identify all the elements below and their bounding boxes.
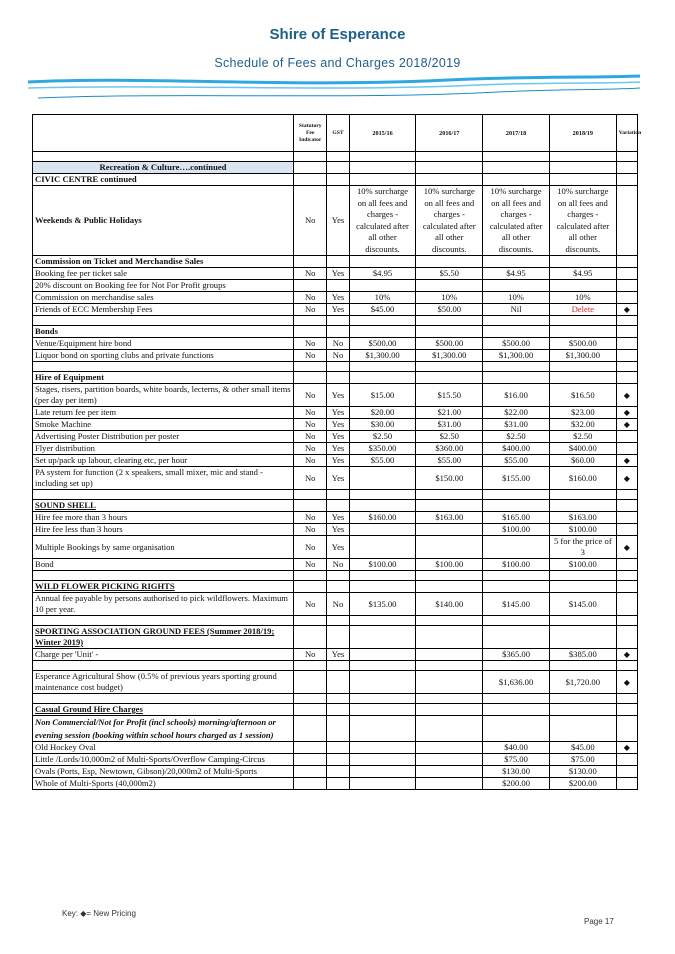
cell-2018-19: $75.00 (549, 754, 616, 766)
cell-gst (327, 754, 349, 766)
cell-variation (616, 443, 637, 455)
cell-gst: Yes (327, 455, 349, 467)
cell-2016-17 (416, 649, 483, 661)
cell-2015-16 (349, 742, 416, 754)
cell-2016-17: $50.00 (416, 304, 483, 316)
section-heading: SPORTING ASSOCIATION GROUND FEES (Summer 2018/19; Winter 2019) (33, 626, 294, 649)
cell-description: Commission on merchandise sales (33, 292, 294, 304)
cell-2016-17 (416, 742, 483, 754)
table-row (33, 174, 638, 186)
cell-statutory: No (294, 350, 327, 362)
table-row (33, 512, 638, 524)
cell-2018-19: $4.95 (549, 268, 616, 280)
cell-2017-18: $40.00 (483, 742, 550, 754)
cell-2016-17: $55.00 (416, 455, 483, 467)
cell-2016-17: $2.50 (416, 431, 483, 443)
cell-2016-17: $140.00 (416, 593, 483, 616)
cell-2016-17: $15.50 (416, 384, 483, 407)
table-row (33, 407, 638, 419)
cell-2016-17: 10% surcharge on all fees and charges - calculated after all other discounts. (416, 186, 483, 256)
subsection-heading: Hire of Equipment (33, 372, 294, 384)
cell-2017-18: $365.00 (483, 649, 550, 661)
subsection-heading: Bonds (33, 326, 294, 338)
table-row (33, 500, 638, 512)
cell-2015-16: $55.00 (349, 455, 416, 467)
cell-2017-18: $4.95 (483, 268, 550, 280)
section-heading: SOUND SHELL (33, 500, 294, 512)
cell-description: Bond (33, 559, 294, 571)
cell-description: Stages, risers, partition boards, white boards, lecterns, & other small items (per day per item) (33, 384, 294, 407)
table-row (33, 256, 638, 268)
table-row (33, 716, 638, 742)
document-title: Shire of Esperance (269, 26, 406, 43)
cell-statutory: No (294, 431, 327, 443)
cell-statutory: No (294, 536, 327, 559)
cell-2017-18: Nil (483, 304, 550, 316)
cell-2017-18: $2.50 (483, 431, 550, 443)
cell-gst: Yes (327, 407, 349, 419)
cell-variation (616, 512, 637, 524)
new-pricing-diamond-icon: ◆ (616, 419, 637, 431)
cell-variation (616, 431, 637, 443)
cell-gst: Yes (327, 431, 349, 443)
cell-2017-18: $100.00 (483, 559, 550, 571)
cell-description: Hire fee more than 3 hours (33, 512, 294, 524)
cell-2017-18: $31.00 (483, 419, 550, 431)
cell-gst: Yes (327, 186, 349, 256)
cell-description: Advertising Poster Distribution per poster (33, 431, 294, 443)
new-pricing-diamond-icon: ◆ (616, 407, 637, 419)
new-pricing-diamond-icon: ◆ (616, 467, 637, 490)
cell-gst: Yes (327, 304, 349, 316)
table-row (33, 704, 638, 716)
cell-gst: Yes (327, 649, 349, 661)
cell-description: Esperance Agricultural Show (0.5% of previous years sporting ground maintenance cost budget) (33, 671, 294, 694)
cell-2016-17: 10% (416, 292, 483, 304)
cell-description: Charge per 'Unit' - (33, 649, 294, 661)
cell-description: Venue/Equipment hire bond (33, 338, 294, 350)
new-pricing-diamond-icon: ◆ (616, 455, 637, 467)
cell-gst: Yes (327, 512, 349, 524)
header-statutory: Statutory Fee Indicator (294, 115, 327, 152)
cell-statutory: No (294, 304, 327, 316)
cell-2017-18: $130.00 (483, 766, 550, 778)
table-row (33, 694, 638, 704)
table-row (33, 338, 638, 350)
cell-variation (616, 268, 637, 280)
cell-2018-19-delete: Delete (549, 304, 616, 316)
cell-gst: No (327, 593, 349, 616)
cell-2017-18: $1,636.00 (483, 671, 550, 694)
cell-2015-16: $2.50 (349, 431, 416, 443)
cell-2015-16: $30.00 (349, 419, 416, 431)
cell-2018-19: $32.00 (549, 419, 616, 431)
cell-statutory (294, 766, 327, 778)
cell-2018-19: $100.00 (549, 524, 616, 536)
table-row (33, 443, 638, 455)
cell-2017-18 (483, 536, 550, 559)
cell-2018-19: 10% surcharge on all fees and charges - calculated after all other discounts. (549, 186, 616, 256)
cell-2018-19: $385.00 (549, 649, 616, 661)
cell-statutory: No (294, 292, 327, 304)
cell-statutory (294, 671, 327, 694)
table-row (33, 571, 638, 581)
cell-2015-16: 10% surcharge on all fees and charges - calculated after all other discounts. (349, 186, 416, 256)
cell-variation (616, 559, 637, 571)
cell-2015-16: $20.00 (349, 407, 416, 419)
table-row (33, 316, 638, 326)
cell-gst: Yes (327, 524, 349, 536)
section-heading: Casual Ground Hire Charges (33, 704, 294, 716)
table-row (33, 431, 638, 443)
cell-gst: No (327, 338, 349, 350)
cell-statutory: No (294, 443, 327, 455)
table-row (33, 559, 638, 571)
cell-description: Set up/pack up labour, clearing etc, per hour (33, 455, 294, 467)
table-row (33, 292, 638, 304)
cell-2018-19: $200.00 (549, 778, 616, 790)
cell-statutory: No (294, 419, 327, 431)
cell-2018-19: $2.50 (549, 431, 616, 443)
cell-2017-18: $500.00 (483, 338, 550, 350)
cell-2017-18: 10% (483, 292, 550, 304)
cell-statutory: No (294, 512, 327, 524)
new-pricing-diamond-icon: ◆ (616, 304, 637, 316)
cell-2016-17 (416, 766, 483, 778)
table-row (33, 280, 638, 292)
table-row (33, 649, 638, 661)
cell-description: Weekends & Public Holidays (33, 186, 294, 256)
table-row (33, 372, 638, 384)
cell-gst: Yes (327, 419, 349, 431)
table-row (33, 661, 638, 671)
cell-variation (616, 292, 637, 304)
cell-statutory: No (294, 455, 327, 467)
cell-2018-19: $1,300.00 (549, 350, 616, 362)
cell-2018-19: $160.00 (549, 467, 616, 490)
new-pricing-diamond-icon: ◆ (616, 742, 637, 754)
cell-2018-19: $500.00 (549, 338, 616, 350)
document-subtitle: Schedule of Fees and Charges 2018/2019 (214, 56, 461, 70)
cell-description: Multiple Bookings by same organisation (33, 536, 294, 559)
cell-statutory: No (294, 384, 327, 407)
cell-description: Ovals (Ports, Esp, Newtown, Gibson)/20,000m2 of Multi-Sports (33, 766, 294, 778)
cell-statutory: No (294, 649, 327, 661)
cell-2016-17: $31.00 (416, 419, 483, 431)
table-row (33, 162, 638, 174)
table-row (33, 671, 638, 694)
cell-2018-19: 5 for the price of 3 (549, 536, 616, 559)
table-row (33, 490, 638, 500)
cell-statutory: No (294, 338, 327, 350)
table-row (33, 536, 638, 559)
cell-2017-18: $400.00 (483, 443, 550, 455)
cell-2015-16: $45.00 (349, 304, 416, 316)
cell-2016-17: $150.00 (416, 467, 483, 490)
cell-2017-18: $1,300.00 (483, 350, 550, 362)
new-pricing-diamond-icon: ◆ (616, 384, 637, 407)
cell-description: PA system for function (2 x speakers, small mixer, mic and stand - including set up) (33, 467, 294, 490)
table-row (33, 778, 638, 790)
cell-2018-19: 10% (549, 292, 616, 304)
cell-2018-19: $100.00 (549, 559, 616, 571)
cell-2015-16 (349, 649, 416, 661)
legend-key: Key: ◆= New Pricing (62, 909, 136, 918)
cell-gst (327, 766, 349, 778)
cell-2018-19: $400.00 (549, 443, 616, 455)
table-row (33, 186, 638, 256)
header-description (33, 115, 294, 152)
cell-2018-19: $163.00 (549, 512, 616, 524)
table-header-row (33, 115, 638, 152)
cell-statutory: No (294, 593, 327, 616)
cell-2015-16 (349, 671, 416, 694)
table-row (33, 455, 638, 467)
cell-2016-17: $500.00 (416, 338, 483, 350)
cell-2015-16 (349, 754, 416, 766)
new-pricing-diamond-icon: ◆ (616, 536, 637, 559)
cell-2017-18: $55.00 (483, 455, 550, 467)
cell-2015-16 (349, 536, 416, 559)
subsection-note: Non Commercial/Not for Profit (incl schools) morning/afternoon or evening session (booking within school hours charged as 1 session) (33, 716, 294, 742)
cell-2017-18: $155.00 (483, 467, 550, 490)
cell-2018-19: $130.00 (549, 766, 616, 778)
header-swoosh-decoration (28, 72, 640, 106)
cell-2015-16 (349, 766, 416, 778)
cell-gst: Yes (327, 268, 349, 280)
cell-variation (616, 778, 637, 790)
cell-statutory: No (294, 559, 327, 571)
table-row (33, 384, 638, 407)
cell-2018-19: $16.50 (549, 384, 616, 407)
cell-2016-17 (416, 754, 483, 766)
cell-statutory: No (294, 186, 327, 256)
cell-description: Old Hockey Oval (33, 742, 294, 754)
table-row (33, 419, 638, 431)
cell-2015-16: $350.00 (349, 443, 416, 455)
header-gst: GST (327, 115, 349, 152)
category-heading: Recreation & Culture….continued (33, 162, 294, 174)
table-row (33, 626, 638, 649)
cell-description: Liquor bond on sporting clubs and private functions (33, 350, 294, 362)
cell-2017-18: $145.00 (483, 593, 550, 616)
cell-2015-16: $135.00 (349, 593, 416, 616)
cell-2018-19: $23.00 (549, 407, 616, 419)
cell-description: Late return fee per item (33, 407, 294, 419)
cell-2016-17 (416, 524, 483, 536)
cell-2016-17: $21.00 (416, 407, 483, 419)
cell-2018-19: $60.00 (549, 455, 616, 467)
table-row (33, 152, 638, 162)
cell-2016-17 (416, 671, 483, 694)
cell-description (33, 152, 294, 162)
cell-gst (327, 778, 349, 790)
header-2016-17: 2016/17 (416, 115, 483, 152)
cell-statutory (294, 742, 327, 754)
fees-table (32, 114, 642, 790)
cell-gst: Yes (327, 292, 349, 304)
new-pricing-diamond-icon: ◆ (616, 649, 637, 661)
table-row (33, 754, 638, 766)
table-row (33, 524, 638, 536)
cell-description: Annual fee payable by persons authorised to pick wildflowers. Maximum 10 per year. (33, 593, 294, 616)
cell-2015-16: $1,300.00 (349, 350, 416, 362)
table-row (33, 742, 638, 754)
cell-variation (616, 338, 637, 350)
cell-variation (616, 593, 637, 616)
table-row (33, 350, 638, 362)
cell-gst: No (327, 350, 349, 362)
cell-gst: No (327, 559, 349, 571)
cell-variation (616, 766, 637, 778)
cell-variation (616, 754, 637, 766)
table-row (33, 304, 638, 316)
cell-2018-19: $145.00 (549, 593, 616, 616)
section-heading: CIVIC CENTRE continued (33, 174, 294, 186)
cell-gst (327, 671, 349, 694)
table-row (33, 766, 638, 778)
cell-gst (327, 742, 349, 754)
cell-2017-18: $165.00 (483, 512, 550, 524)
header-2015-16: 2015/16 (349, 115, 416, 152)
cell-statutory: No (294, 524, 327, 536)
cell-2015-16: 10% (349, 292, 416, 304)
cell-variation (616, 524, 637, 536)
cell-2016-17: $1,300.00 (416, 350, 483, 362)
header-2017-18: 2017/18 (483, 115, 550, 152)
cell-2018-19: $45.00 (549, 742, 616, 754)
cell-statutory: No (294, 467, 327, 490)
cell-2017-18: $200.00 (483, 778, 550, 790)
cell-2015-16 (349, 524, 416, 536)
cell-description: Booking fee per ticket sale (33, 268, 294, 280)
cell-gst: Yes (327, 384, 349, 407)
cell-2017-18: $16.00 (483, 384, 550, 407)
cell-description: Flyer distribution (33, 443, 294, 455)
cell-2015-16 (349, 778, 416, 790)
table-row (33, 326, 638, 338)
cell-2015-16: $160.00 (349, 512, 416, 524)
page-number: Page 17 (584, 917, 614, 926)
table-row (33, 362, 638, 372)
cell-2017-18: 10% surcharge on all fees and charges - calculated after all other discounts. (483, 186, 550, 256)
cell-note: 20% discount on Booking fee for Not For Profit groups (33, 280, 294, 292)
new-pricing-diamond-icon: ◆ (616, 671, 637, 694)
table-row (33, 581, 638, 593)
cell-2015-16: $500.00 (349, 338, 416, 350)
table-row (33, 268, 638, 280)
cell-2016-17 (416, 536, 483, 559)
cell-2017-18: $22.00 (483, 407, 550, 419)
table-row (33, 593, 638, 616)
cell-description: Smoke Machine (33, 419, 294, 431)
cell-gst: Yes (327, 443, 349, 455)
cell-description: Whole of Multi-Sports (40,000m2) (33, 778, 294, 790)
section-heading: WILD FLOWER PICKING RIGHTS (33, 581, 294, 593)
table-row (33, 616, 638, 626)
cell-2016-17 (416, 778, 483, 790)
cell-2015-16: $4.95 (349, 268, 416, 280)
cell-statutory (294, 754, 327, 766)
subsection-heading: Commission on Ticket and Merchandise Sales (33, 256, 294, 268)
cell-variation (616, 186, 637, 256)
cell-gst: Yes (327, 536, 349, 559)
cell-2018-19: $1,720.00 (549, 671, 616, 694)
cell-statutory: No (294, 407, 327, 419)
cell-2016-17: $5.50 (416, 268, 483, 280)
cell-statutory: No (294, 268, 327, 280)
cell-2016-17: $360.00 (416, 443, 483, 455)
cell-statutory (294, 778, 327, 790)
header-2018-19: 2018/19 (549, 115, 616, 152)
cell-2015-16: $100.00 (349, 559, 416, 571)
cell-2017-18: $100.00 (483, 524, 550, 536)
cell-2015-16 (349, 467, 416, 490)
table-row (33, 467, 638, 490)
cell-description: Little /Lords/10,000m2 of Multi-Sports/Overflow Camping-Circus (33, 754, 294, 766)
cell-description: Hire fee less than 3 hours (33, 524, 294, 536)
cell-2016-17: $100.00 (416, 559, 483, 571)
cell-gst: Yes (327, 467, 349, 490)
cell-2017-18: $75.00 (483, 754, 550, 766)
header-variation: Variation (616, 115, 637, 152)
cell-variation (616, 350, 637, 362)
cell-description: Friends of ECC Membership Fees (33, 304, 294, 316)
cell-2016-17: $163.00 (416, 512, 483, 524)
cell-2015-16: $15.00 (349, 384, 416, 407)
